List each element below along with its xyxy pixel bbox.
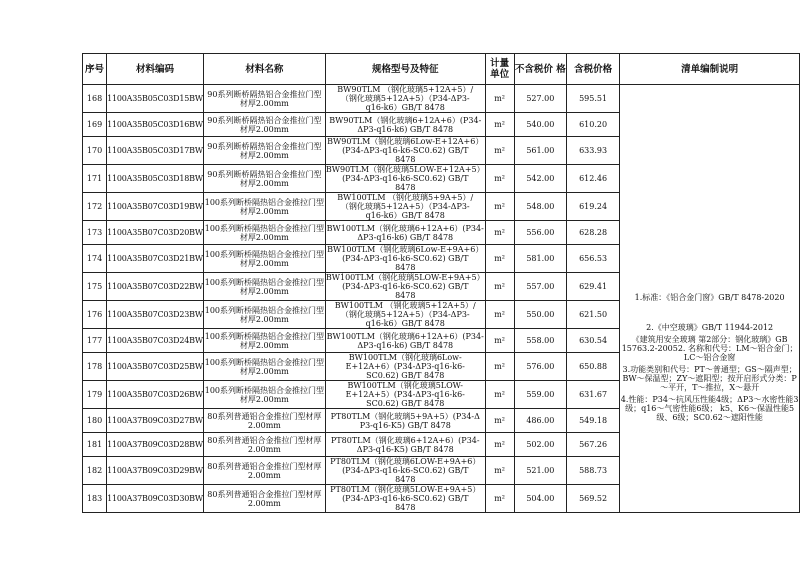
spec-line: 8478 xyxy=(395,291,416,300)
cell-material-code: 1100A37B09C03D30BW xyxy=(107,485,204,513)
cell-unit: m² xyxy=(485,113,514,137)
cell-material-code: 1100A37B09C03D28BW xyxy=(107,433,204,457)
cell-price-incl-tax: 621.50 xyxy=(566,301,619,329)
cell-spec xyxy=(325,353,485,381)
cell-spec xyxy=(325,457,485,485)
cell-material-name: 100系列断桥隔热铝合金推拉门型材厚2.00mm xyxy=(203,329,325,353)
cell-price-excl-tax: 521.00 xyxy=(514,457,566,485)
cell-price-excl-tax: 550.00 xyxy=(514,301,566,329)
spec-line: BW100TLM（钢化玻璃6+12A+6）(P34- xyxy=(326,331,484,341)
header-code: 材料编码 xyxy=(107,54,204,85)
spec-line: PT80TLM（钢化玻璃5+9A+5）(P34-Δ xyxy=(330,411,480,421)
cell-material-code: 1100A35B07C03D20BW xyxy=(107,221,204,245)
cell-price-incl-tax: 656.53 xyxy=(566,245,619,273)
table-header-row xyxy=(83,54,800,85)
cell-material-code: 1100A35B07C03D22BW xyxy=(107,273,204,301)
cell-unit: m² xyxy=(485,85,514,113)
header-price: 不含税价 格 xyxy=(514,54,566,85)
spec-line: 8478 xyxy=(395,263,416,272)
spec-line: 8478 xyxy=(395,155,416,164)
cell-material-code: 1100A35B07C03D19BW xyxy=(107,193,204,221)
spec-line: BW90TLM（钢化玻璃6+12A+6）(P34- xyxy=(329,115,482,125)
cell-seq: 177 xyxy=(83,329,107,353)
cell-material-name: 90系列断桥隔热铝合金推拉门型材厚2.00mm xyxy=(203,165,325,193)
cell-material-code: 1100A35B07C03D23BW xyxy=(107,301,204,329)
spec-line: BW100TLM（钢化玻璃6Low- xyxy=(348,353,462,362)
cell-seq: 180 xyxy=(83,409,107,433)
cell-unit: m² xyxy=(485,457,514,485)
cell-spec xyxy=(325,113,485,137)
spec-line: SC0.62) GB/T 8478 xyxy=(366,399,445,408)
spec-line: BW100TLM（钢化玻璃5LOW-E+9A+5） xyxy=(325,273,485,282)
cell-unit: m² xyxy=(485,409,514,433)
cell-spec xyxy=(325,301,485,329)
cell-material-name: 80系列普通铝合金推拉门型材厚2.00mm xyxy=(203,485,325,513)
spec-line: PT80TLM（钢化玻璃6+12A+6）(P34- xyxy=(330,435,480,445)
cell-price-excl-tax: 559.00 xyxy=(514,381,566,409)
cell-material-name: 80系列普通铝合金推拉门型材厚2.00mm xyxy=(203,409,325,433)
cell-material-code: 1100A35B07C03D26BW xyxy=(107,381,204,409)
cell-material-code: 1100A35B05C03D18BW xyxy=(107,165,204,193)
spec-line: q16-k6）GB/T 8478 xyxy=(365,211,445,220)
spec-line: PT80TLM（钢化玻璃5LOW-E+9A+5） xyxy=(330,485,481,494)
cell-price-excl-tax: 540.00 xyxy=(514,113,566,137)
spec-line: BW100TLM（钢化玻璃6+12A+6）(P34- xyxy=(326,223,484,233)
cell-seq: 169 xyxy=(83,113,107,137)
cell-seq: 182 xyxy=(83,457,107,485)
cell-price-excl-tax: 581.00 xyxy=(514,245,566,273)
spec-line: （钢化玻璃5+12A+5）（P34-ΔP3- xyxy=(340,202,470,211)
cell-price-incl-tax: 549.18 xyxy=(566,409,619,433)
spec-line: PT80TLM（钢化玻璃6LOW-E+9A+6） xyxy=(330,457,481,466)
cell-seq: 170 xyxy=(83,137,107,165)
cell-price-excl-tax: 556.00 xyxy=(514,221,566,245)
spec-line: BW100TLM（钢化玻璃5LOW- xyxy=(347,381,463,390)
cell-unit: m² xyxy=(485,221,514,245)
cell-material-name: 80系列普通铝合金推拉门型材厚2.00mm xyxy=(203,433,325,457)
cell-material-name: 80系列普通铝合金推拉门型材厚2.00mm xyxy=(203,457,325,485)
table-row xyxy=(83,85,800,113)
header-name: 材料名称 xyxy=(203,54,325,85)
spec-line: BW90TLM（钢化玻璃5LOW-E+12A+5） xyxy=(325,165,485,174)
cell-unit: m² xyxy=(485,137,514,165)
cell-spec xyxy=(325,165,485,193)
cell-unit: m² xyxy=(485,485,514,513)
spec-line: BW90TLM （钢化玻璃5+12A+5）/ xyxy=(337,85,474,94)
spec-line: (P34-ΔP3-q16-k6-SC0.62) GB/T xyxy=(342,282,469,291)
cell-material-code: 1100A35B07C03D21BW xyxy=(107,245,204,273)
cell-price-incl-tax: 619.24 xyxy=(566,193,619,221)
cell-seq: 172 xyxy=(83,193,107,221)
cell-spec xyxy=(325,433,485,457)
cell-material-code: 1100A35B07C03D25BW xyxy=(107,353,204,381)
cell-material-name: 90系列断桥隔热铝合金推拉门型材厚2.00mm xyxy=(203,137,325,165)
cell-unit: m² xyxy=(485,273,514,301)
cell-seq: 175 xyxy=(83,273,107,301)
note-line: 1.标准：《铝合金门窗》GB/T 8478-2020 xyxy=(634,293,785,302)
spec-line: q16-k6）GB/T 8478 xyxy=(365,103,445,112)
cell-material-name: 100系列断桥隔热铝合金推拉门型材厚2.00mm xyxy=(203,221,325,245)
header-notes: 清单编制说明 xyxy=(620,54,800,85)
cell-unit: m² xyxy=(485,245,514,273)
spec-line: 8478 xyxy=(395,183,416,192)
cell-price-excl-tax: 576.00 xyxy=(514,353,566,381)
cell-spec xyxy=(325,193,485,221)
cell-spec xyxy=(325,485,485,513)
cell-price-incl-tax: 629.41 xyxy=(566,273,619,301)
cell-price-incl-tax: 628.28 xyxy=(566,221,619,245)
cell-material-name: 100系列断桥隔热铝合金推拉门型材厚2.00mm xyxy=(203,273,325,301)
header-tax-price: 含税价格 xyxy=(566,54,619,85)
cell-material-name: 100系列断桥隔热铝合金推拉门型材厚2.00mm xyxy=(203,381,325,409)
cell-spec xyxy=(325,85,485,113)
cell-price-incl-tax: 612.46 xyxy=(566,165,619,193)
header-seq: 序号 xyxy=(83,54,107,85)
spec-line: ΔP3-q16-k6) GB/T 8478 xyxy=(357,340,454,350)
cell-material-name: 90系列断桥隔热铝合金推拉门型材厚2.00mm xyxy=(203,85,325,113)
cell-price-excl-tax: 557.00 xyxy=(514,273,566,301)
spec-line: (P34-ΔP3-q16-k6-SC0.62) GB/T xyxy=(342,466,469,475)
spec-line: q16-k6）GB/T 8478 xyxy=(365,319,445,328)
cell-price-excl-tax: 502.00 xyxy=(514,433,566,457)
cell-price-excl-tax: 558.00 xyxy=(514,329,566,353)
material-price-table xyxy=(82,53,800,513)
cell-unit: m² xyxy=(485,193,514,221)
cell-material-code: 1100A37B09C03D29BW xyxy=(107,457,204,485)
cell-price-excl-tax: 527.00 xyxy=(514,85,566,113)
cell-price-incl-tax: 633.93 xyxy=(566,137,619,165)
cell-material-name: 100系列断桥隔热铝合金推拉门型材厚2.00mm xyxy=(203,301,325,329)
cell-seq: 171 xyxy=(83,165,107,193)
spec-line: BW100TLM （钢化玻璃5+12A+5）/ xyxy=(334,301,476,310)
cell-material-code: 1100A35B05C03D16BW xyxy=(107,113,204,137)
cell-price-incl-tax: 595.51 xyxy=(566,85,619,113)
spec-line: (P34-ΔP3-q16-k6-SC0.62) GB/T xyxy=(342,254,469,263)
notes-cell xyxy=(620,85,800,513)
cell-price-incl-tax: 610.20 xyxy=(566,113,619,137)
spec-line: E+12A+5）(P34-ΔP3-q16-k6- xyxy=(345,390,465,399)
cell-price-incl-tax: 588.73 xyxy=(566,457,619,485)
cell-material-code: 1100A35B07C03D24BW xyxy=(107,329,204,353)
cell-unit: m² xyxy=(485,301,514,329)
cell-price-excl-tax: 548.00 xyxy=(514,193,566,221)
cell-price-excl-tax: 542.00 xyxy=(514,165,566,193)
cell-spec xyxy=(325,409,485,433)
spec-line: 8478 xyxy=(395,475,416,484)
spec-line: BW90TLM（钢化玻璃6Low-E+12A+6） xyxy=(327,137,484,146)
spec-line: (P34-ΔP3-q16-k6-SC0.62) GB/T xyxy=(342,174,469,183)
cell-spec xyxy=(325,221,485,245)
spec-line: ΔP3-q16-K5) GB/T 8478 xyxy=(356,444,454,454)
spec-line: (P34-ΔP3-q16-k6-SC0.62) GB/T xyxy=(342,146,469,155)
cell-seq: 174 xyxy=(83,245,107,273)
cell-material-code: 1100A37B09C03D27BW xyxy=(107,409,204,433)
cell-price-excl-tax: 561.00 xyxy=(514,137,566,165)
cell-material-name: 100系列断桥隔热铝合金推拉门型材厚2.00mm xyxy=(203,353,325,381)
cell-seq: 183 xyxy=(83,485,107,513)
spec-line: ΔP3-q16-k6) GB/T 8478 xyxy=(357,124,454,134)
note-line: 《建筑用安全玻璃 第2部分：钢化玻璃》GB 15763.2-20052. 名称和代号：LM～铝合金门；LC～铝合金窗 xyxy=(621,335,798,362)
cell-spec xyxy=(325,329,485,353)
spec-line: SC0.62) GB/T 8478 xyxy=(366,371,445,380)
cell-seq: 168 xyxy=(83,85,107,113)
cell-price-incl-tax: 567.26 xyxy=(566,433,619,457)
spec-line: （钢化玻璃5+12A+5）（P34-ΔP3- xyxy=(340,310,470,319)
cell-spec xyxy=(325,273,485,301)
cell-spec xyxy=(325,245,485,273)
cell-seq: 179 xyxy=(83,381,107,409)
cell-spec xyxy=(325,381,485,409)
spec-line: P3-q16-K5) GB/T 8478 xyxy=(359,420,451,430)
cell-unit: m² xyxy=(485,165,514,193)
cell-price-excl-tax: 486.00 xyxy=(514,409,566,433)
cell-seq: 173 xyxy=(83,221,107,245)
cell-seq: 178 xyxy=(83,353,107,381)
note-line: 4.性能：P34～抗风压性能4级；ΔP3～水密性能3级；q16～气密性能6级； k5、K6～保温性能5级、6级；SC0.62～遮阳性能 xyxy=(620,395,799,422)
cell-price-incl-tax: 630.54 xyxy=(566,329,619,353)
cell-spec xyxy=(325,137,485,165)
cell-material-name: 100系列断桥隔热铝合金推拉门型材厚2.00mm xyxy=(203,193,325,221)
header-unit: 计量单位 xyxy=(485,54,514,85)
cell-material-code: 1100A35B05C03D15BW xyxy=(107,85,204,113)
cell-material-name: 90系列断桥隔热铝合金推拉门型材厚2.00mm xyxy=(203,113,325,137)
cell-unit: m² xyxy=(485,433,514,457)
spec-line: 8478 xyxy=(395,503,416,512)
cell-unit: m² xyxy=(485,381,514,409)
cell-unit: m² xyxy=(485,329,514,353)
spec-line: BW100TLM（钢化玻璃6Low-E+9A+6） xyxy=(327,245,484,254)
cell-seq: 181 xyxy=(83,433,107,457)
note-line: 2.《中空玻璃》GB/T 11944-2012 xyxy=(646,323,774,332)
header-spec: 规格型号及特征 xyxy=(325,54,485,85)
cell-material-code: 1100A35B05C03D17BW xyxy=(107,137,204,165)
cell-price-incl-tax: 650.88 xyxy=(566,353,619,381)
cell-price-excl-tax: 504.00 xyxy=(514,485,566,513)
note-line: 3.功能类别和代号：PT～普通型；GS～隔声型；BW～保温型；ZY～遮阳型；按开启形式分类：P～平开，T～推拉，X～悬开 xyxy=(622,365,797,392)
spec-line: BW100TLM （钢化玻璃5+9A+5）/ xyxy=(337,193,474,202)
cell-seq: 176 xyxy=(83,301,107,329)
cell-unit: m² xyxy=(485,353,514,381)
cell-material-name: 100系列断桥隔热铝合金推拉门型材厚2.00mm xyxy=(203,245,325,273)
spec-line: ΔP3-q16-k6) GB/T 8478 xyxy=(357,232,454,242)
spec-line: (P34-ΔP3-q16-k6-SC0.62) GB/T xyxy=(342,494,469,503)
cell-price-incl-tax: 631.67 xyxy=(566,381,619,409)
cell-price-incl-tax: 569.52 xyxy=(566,485,619,513)
spec-line: （钢化玻璃5+12A+5）（P34-ΔP3- xyxy=(340,94,470,103)
spec-line: E+12A+6）(P34-ΔP3-q16-k6- xyxy=(345,362,465,371)
